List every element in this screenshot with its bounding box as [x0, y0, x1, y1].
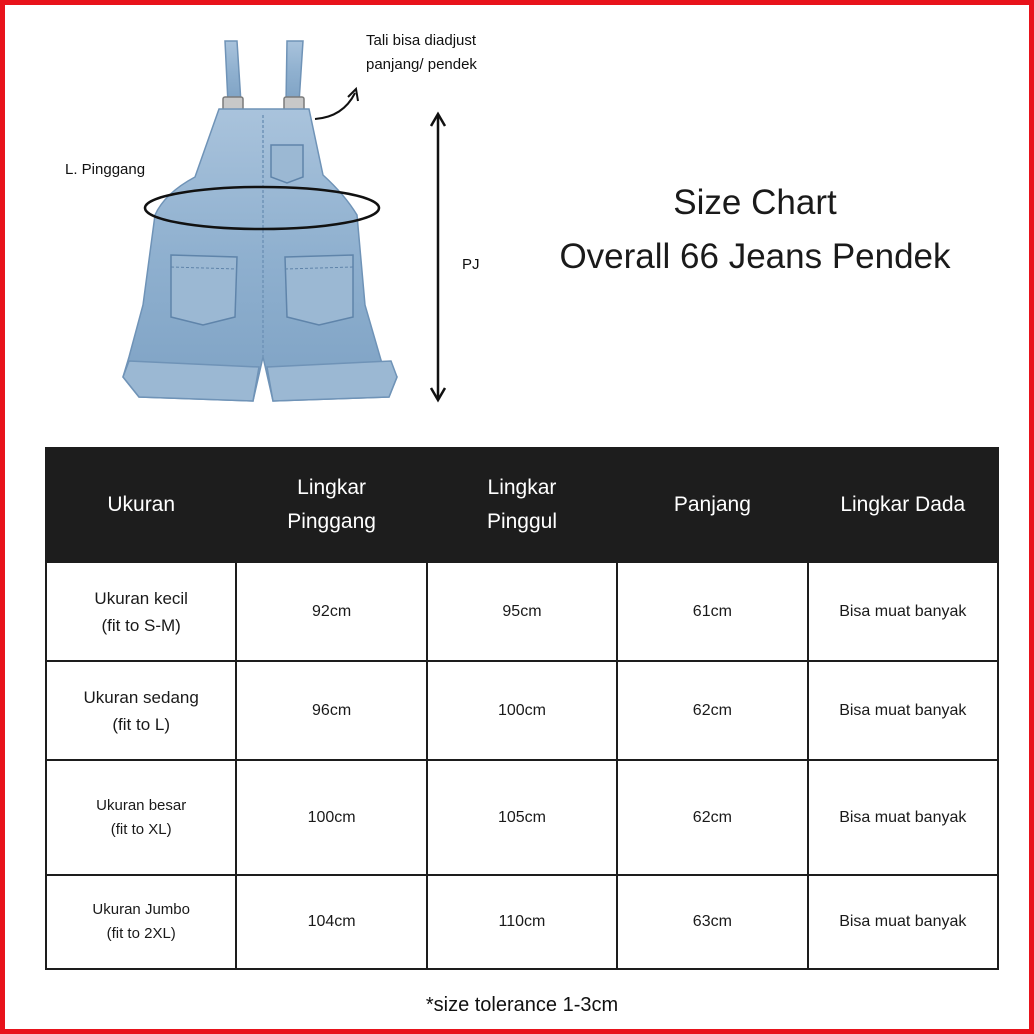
header-label: Pinggang: [287, 510, 376, 533]
overall-body: [123, 109, 397, 401]
strap-annotation: [366, 29, 506, 77]
fit-label: (fit to L): [112, 714, 170, 734]
size-cell: [46, 562, 236, 661]
right-strap: [286, 41, 303, 103]
bib-pocket: [271, 145, 303, 183]
dada-cell: Bisa muat banyak: [808, 661, 998, 760]
header-label: Lingkar Dada: [840, 493, 966, 516]
table-header-row: [46, 448, 998, 562]
length-annotation: PJ: [462, 256, 480, 273]
pinggul-cell: 95cm: [427, 562, 617, 661]
header-label: Panjang: [673, 493, 751, 516]
right-cuff: [267, 361, 397, 401]
fit-label: (fit to 2XL): [106, 925, 176, 942]
pinggul-cell: 110cm: [427, 875, 617, 969]
size-tolerance-note: *size tolerance 1-3cm: [425, 994, 619, 1016]
panjang-cell: 61cm: [617, 562, 807, 661]
size-cell: [46, 661, 236, 760]
pinggang-cell: 96cm: [236, 661, 426, 760]
table-row: [46, 760, 998, 875]
left-cuff: [123, 361, 259, 401]
header-ukuran: [46, 448, 236, 562]
size-label: Ukuran Jumbo: [92, 901, 190, 918]
panjang-cell: 63cm: [617, 875, 807, 969]
left-strap: [225, 41, 241, 103]
header-lingkar-pinggul: [427, 448, 617, 562]
size-table: [45, 447, 999, 970]
pinggul-cell: 100cm: [427, 661, 617, 760]
fit-label: (fit to XL): [110, 820, 172, 838]
strap-annotation-line2: panjang/ pendek: [366, 56, 477, 73]
panjang-cell: 62cm: [617, 760, 807, 875]
dada-cell: Bisa muat banyak: [808, 562, 998, 661]
pinggang-cell: 100cm: [236, 760, 426, 875]
pinggang-cell: 92cm: [236, 562, 426, 661]
pinggang-cell: 104cm: [236, 875, 426, 969]
header-lingkar-dada: [808, 448, 998, 562]
pinggul-cell: 105cm: [427, 760, 617, 875]
table-row: [46, 661, 998, 760]
panjang-cell: 62cm: [617, 661, 807, 760]
fit-label: (fit to S-M): [101, 615, 181, 635]
table-row: [46, 875, 998, 969]
header-label: Ukuran: [107, 493, 176, 516]
size-cell: [46, 875, 236, 969]
table-row: [46, 562, 998, 661]
dada-cell: Bisa muat banyak: [808, 760, 998, 875]
header-label: Lingkar: [297, 476, 367, 499]
waist-annotation: L. Pinggang: [65, 161, 146, 178]
chart-subtitle: Overall 66 Jeans Pendek: [559, 237, 951, 276]
header-lingkar-pinggang: [236, 448, 426, 562]
header-label: Lingkar: [487, 476, 557, 499]
chart-title: Size Chart: [673, 183, 837, 222]
overall-illustration: [5, 5, 1034, 445]
strap-annotation-line1: Tali bisa diadjust: [366, 32, 477, 49]
right-front-pocket: [285, 255, 353, 325]
left-front-pocket: [171, 255, 237, 325]
size-label: Ukuran besar: [96, 796, 187, 814]
dada-cell: Bisa muat banyak: [808, 875, 998, 969]
size-cell: [46, 760, 236, 875]
size-label: Ukuran kecil: [94, 588, 188, 608]
header-label: Pinggul: [486, 510, 557, 533]
header-panjang: [617, 448, 807, 562]
size-label: Ukuran sedang: [83, 687, 199, 707]
